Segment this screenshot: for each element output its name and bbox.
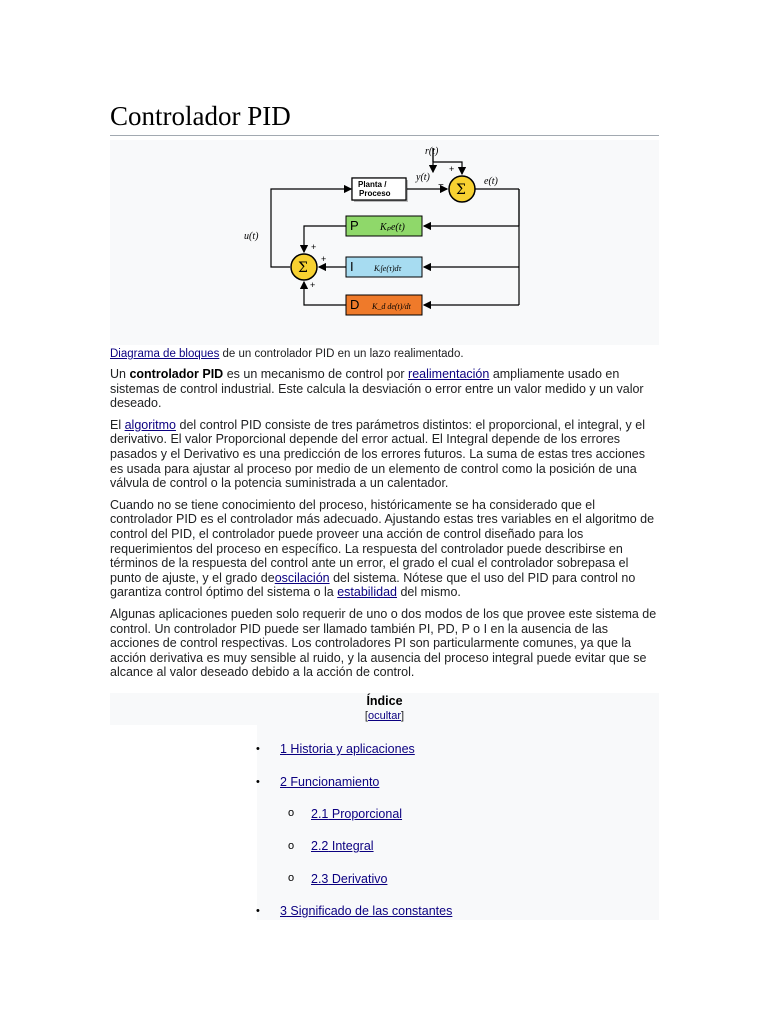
toc-item[interactable]	[280, 904, 452, 918]
d-letter: D	[350, 297, 360, 312]
p-formula: Kₚe(t)	[380, 222, 405, 233]
p2-pre: El	[110, 417, 125, 432]
paragraph-tuning	[110, 498, 659, 600]
link-oscilacion[interactable]: oscilación	[274, 570, 330, 585]
toc-item-num: 3	[280, 904, 287, 918]
pid-block-diagram	[110, 140, 659, 345]
sigma-pid: Σ	[298, 260, 308, 276]
toc-header	[110, 693, 659, 725]
p1-mid: es un mecanismo de control por	[223, 367, 409, 381]
plant-label-2: Proceso	[359, 189, 391, 198]
article	[110, 100, 659, 680]
p-letter: P	[350, 218, 359, 233]
e-label: e(t)	[484, 176, 498, 187]
p3-pre: Cuando no se tiene conocimiento del proceso, históricamente se ha considerado que el controlador PID es el controlador más adecuado. Ajustando estas tres variables en el algoritmo de control del PID, el controlador puede proveer una acción de control diseñado para los requerimientos del proceso en específico. La respuesta del controlador puede describirse en términos de la respuesta del control ante un error, el grado el cual el controlador sobrepasa el punto de ajuste, y el grado de	[110, 497, 655, 585]
paragraph-intro	[110, 367, 659, 411]
toc-item-label: Proporcional	[328, 807, 403, 821]
r-label: r(t)	[425, 146, 439, 157]
table-of-contents	[110, 693, 659, 920]
toc-item-num: 2.3	[311, 872, 329, 886]
toc-sub-bullet: o	[288, 872, 295, 884]
toc-bullet: •	[256, 743, 260, 755]
p3-post: del mismo.	[396, 585, 461, 600]
paragraph-algorithm	[110, 418, 659, 491]
toc-sub-bullet: o	[288, 807, 295, 819]
toc-bracket-open: [	[364, 710, 368, 722]
link-algoritmo[interactable]: algoritmo	[124, 417, 177, 432]
toc-subitem[interactable]	[311, 807, 402, 821]
i-formula: Kᵢ∫e(τ)dτ	[374, 264, 402, 273]
plus-d: +	[310, 280, 316, 290]
sigma-top: Σ	[456, 182, 466, 198]
toc-bullet: •	[256, 905, 260, 917]
p1-pre: Un	[110, 367, 130, 381]
link-realimentacion[interactable]: realimentación	[408, 367, 490, 381]
toc-item-num: 2	[280, 775, 287, 789]
u-label: u(t)	[244, 231, 259, 242]
toc-item-label: Historia y aplicaciones	[286, 742, 415, 756]
diagram-svg	[110, 140, 659, 345]
toc-subitem[interactable]	[311, 872, 387, 886]
caption-text: de un controlador PID en un lazo realimentado.	[219, 348, 464, 360]
toc-item-label: Significado de las constantes	[286, 904, 453, 918]
toc-item-label: Integral	[328, 839, 374, 853]
toc-item-num: 2.1	[311, 807, 329, 821]
figure-caption	[110, 348, 659, 360]
toc-item-num: 1	[280, 742, 287, 756]
toc-sub-bullet: o	[288, 840, 295, 852]
toc-item-label: Funcionamiento	[286, 775, 380, 789]
paragraph-variants: Algunas aplicaciones pueden solo requerir de uno o dos modos de los que provee este sistema de control. Un controlador PID puede ser llamado también PI, PD, P o I en la ausencia de las acciones de control respectivas. Los controladores PI son particularmente comunes, ya que la acción derivativa es muy sensible al ruido, y la ausencia del proceso integral puede evitar que se alcance al valor deseado debido a la acción de control.	[110, 606, 657, 680]
plus-p: +	[311, 242, 317, 252]
toc-toggle	[110, 710, 659, 722]
d-formula: K_d de(t)/dt	[372, 302, 411, 311]
page-title: Controlador PID	[110, 100, 659, 136]
plus-i: +	[321, 254, 327, 264]
toc-bracket-close: ]	[401, 710, 405, 722]
minus-y: −	[438, 180, 444, 191]
link-estabilidad[interactable]: estabilidad	[337, 585, 397, 600]
toc-bullet: •	[256, 776, 260, 788]
toc-item[interactable]	[280, 775, 379, 789]
toc-subitem[interactable]	[311, 839, 374, 853]
p2-post: del control PID consiste de tres parámetros distintos: el proporcional, el integral, y el derivativo. El valor Proporcional depende del error actual. El Integral depende de los errores pasados y el Derivativo es una predicción de los errores futuros. La suma de estas tres acciones es usada para ajustar al proceso por medio de un elemento de control como la posición de una válvula de control o la potencia suministrada a un calentador.	[110, 417, 645, 491]
y-label: y(t)	[416, 172, 430, 183]
p1-post: ampliamente usado en sistemas de control industrial. Este calcula la desviación o error entre un valor medido y un valor deseado.	[110, 367, 644, 411]
caption-link[interactable]: Diagrama de bloques	[110, 348, 220, 360]
toc-item[interactable]	[280, 742, 415, 756]
p3-mid: del sistema. Nótese que el uso del PID para control no garantiza control óptimo del sistema o la	[110, 570, 636, 600]
i-letter: I	[350, 259, 354, 274]
p1-bold: controlador PID	[129, 367, 224, 381]
toc-item-num: 2.2	[311, 839, 329, 853]
toc-title: Índice	[366, 694, 403, 708]
plus-r: +	[449, 164, 455, 174]
plant-label-1: Planta /	[358, 180, 387, 189]
toc-item-label: Derivativo	[328, 872, 388, 886]
toc-hide-link[interactable]: ocultar	[367, 710, 402, 722]
